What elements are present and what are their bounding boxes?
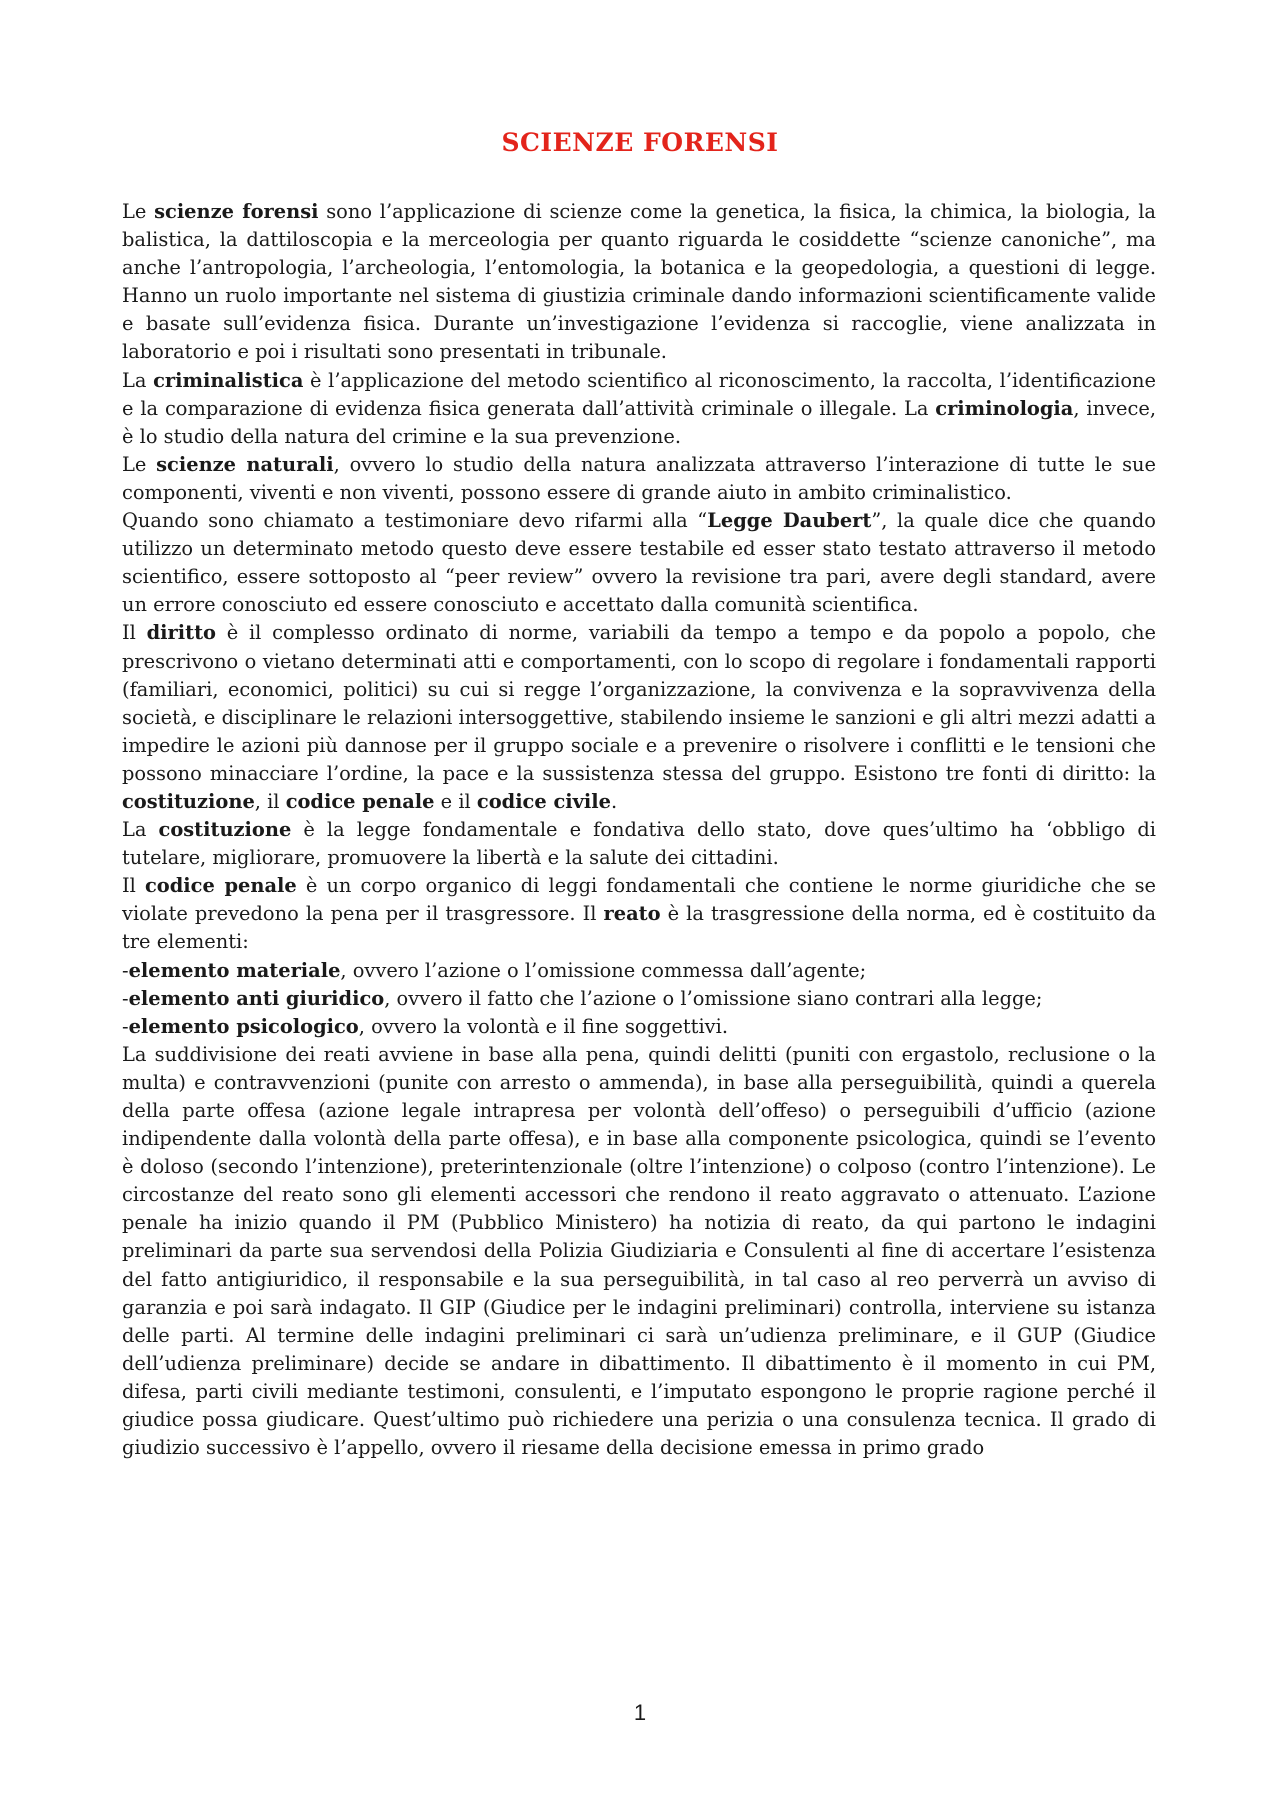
text-run: ”, la quale dice che quando utilizzo un determinato metodo questo deve essere testabile ed esser stato testato attraverso il metodo scientifico, essere sottoposto al “peer review” ovvero la revisione tra pari, avere degli standard, avere un errore conosciuto ed essere conosciuto e accettato dalla comunità scientifica. xyxy=(122,509,1156,617)
text-run: Le xyxy=(122,452,157,476)
paragraph xyxy=(122,872,1156,956)
bold-term: criminalistica xyxy=(153,368,304,392)
document-body xyxy=(122,198,1156,1462)
paragraph xyxy=(122,451,1156,507)
bold-term: reato xyxy=(603,902,661,926)
text-run: La xyxy=(122,368,154,392)
bold-term: costituzione xyxy=(158,818,292,842)
text-run: e il xyxy=(434,789,477,813)
text-run: - xyxy=(122,1014,129,1038)
text-run: Quando sono chiamato a testimoniare devo rifarmi alla “ xyxy=(122,509,708,533)
text-run: . xyxy=(610,789,618,813)
text-run: La suddivisione dei reati avviene in base alla pena, quindi delitti (puniti con ergastolo, reclusione o la multa) e contravvenzioni (punite con arresto o ammenda), in base alla perseguibilità, quindi a querela della parte offesa (azione legale intrapresa per volontà dell’offeso) o perseguibili d’ufficio (azione indipendente dalla volontà della parte offesa), e in base alla componente psicologica, quindi se l’evento è doloso (secondo l’intenzione), preterintenzionale (oltre l’intenzione) o colposo (contro l’intenzione). Le circostanze del reato sono gli elementi accessori che rendono il reato aggravato o attenuato. L’azione penale ha inizio quando il PM (Pubblico Ministero) ha notizia di reato, da qui partono le indagini preliminari da parte sua servendosi della Polizia Giudiziaria e Consulenti al fine di accertare l’esistenza del fatto antigiuridico, il responsabile e la sua perseguibilità, in tal caso al reo perverrà un avviso di garanzia e poi sarà indagato. Il GIP (Giudice per le indagini preliminari) controlla, interviene su istanza delle parti. Al termine delle indagini preliminari ci sarà un’udienza preliminare, e il GUP (Giudice dell’udienza preliminare) decide se andare in dibattimento. Il dibattimento è il momento in cui PM, difesa, parti civili mediante testimoni, consulenti, e l’imputato espongono le proprie ragione perché il giudice possa giudicare. Quest’ultimo può richiedere una perizia o una consulenza tecnica. Il grado di giudizio successivo è l’appello, ovvero il riesame della decisione emessa in primo grado xyxy=(122,1042,1156,1460)
bold-term: elemento psicologico xyxy=(128,1014,359,1038)
bold-term: elemento materiale xyxy=(128,958,341,982)
paragraph xyxy=(122,1013,1156,1041)
paragraph xyxy=(122,816,1156,872)
bold-term: scienze naturali xyxy=(156,452,334,476)
text-run: , ovvero il fatto che l’azione o l’omissione siano contrari alla legge; xyxy=(384,986,1043,1010)
paragraph xyxy=(122,198,1156,367)
text-run: è la trasgressione della norma, ed è costituito da tre elementi: xyxy=(122,902,1157,954)
bold-term: criminologia xyxy=(935,396,1074,420)
paragraph xyxy=(122,985,1156,1013)
text-run: è l’applicazione del metodo scientifico al riconoscimento, la raccolta, l’identificazione e la comparazione di evidenza fisica generata dall’attività criminale o illegale. La xyxy=(122,368,1156,420)
paragraph xyxy=(122,367,1156,451)
page-number: 1 xyxy=(633,1700,647,1725)
bold-term: codice civile xyxy=(476,789,611,813)
bold-term: costituzione xyxy=(122,789,255,813)
text-run: Le xyxy=(122,200,155,223)
text-run: , ovvero l’azione o l’omissione commessa dall’agente; xyxy=(340,958,867,982)
text-run: Il xyxy=(122,874,145,898)
text-run: è il complesso ordinato di norme, variabili da tempo a tempo e da popolo a popolo, che prescrivono o vietano determinati atti e comportamenti, con lo scopo di regolare i fondamentali rapporti (familiari, economici, politici) su cui si regge l’organizzazione, la convivenza e la sopravvivenza della società, e disciplinare le relazioni intersoggettive, stabilendo insieme le sanzioni e gli altri mezzi adatti a impedire le azioni più dannose per il gruppo sociale e a prevenire o risolvere i conflitti e le tensioni che possono minacciare l’ordine, la pace e la sussistenza stessa del gruppo. Esistono tre fonti di diritto: la xyxy=(122,621,1156,785)
bold-term: codice penale xyxy=(285,789,435,813)
paragraph xyxy=(122,1041,1156,1462)
text-run: , il xyxy=(254,789,286,813)
bold-term: elemento anti giuridico xyxy=(128,986,385,1010)
text-run: sono l’applicazione di scienze come la genetica, la fisica, la chimica, la biologia, la balistica, la dattiloscopia e la merceologia per quanto riguarda le cosiddette “scienze canoniche”, ma anche l’antropologia, l’archeologia, l’entomologia, la botanica e la geopedologia, a questioni di legge. Hanno un ruolo importante nel sistema di giustizia criminale dando informazioni scientificamente valide e basate sull’evidenza fisica. Durante un’investigazione l’evidenza si raccoglie, viene analizzata in laboratorio e poi i risultati sono presentati in tribunale. xyxy=(122,200,1156,364)
text-run: , invece, è lo studio della natura del crimine e la sua prevenzione. xyxy=(122,396,1156,448)
bold-term: Legge Daubert xyxy=(707,509,872,533)
paragraph xyxy=(122,507,1156,619)
text-run: - xyxy=(122,958,129,982)
paragraph xyxy=(122,619,1156,816)
text-run: - xyxy=(122,986,129,1010)
page-title: SCIENZE FORENSI xyxy=(501,128,779,157)
bold-term: scienze forensi xyxy=(154,200,319,223)
paragraph xyxy=(122,957,1156,985)
bold-term: diritto xyxy=(146,621,216,645)
text-run: Il xyxy=(122,621,147,645)
text-run: , ovvero la volontà e il fine soggettivi. xyxy=(358,1014,728,1038)
text-run: è la legge fondamentale e fondativa dello stato, dove ques’ultimo ha ‘obbligo di tutelare, migliorare, promuovere la libertà e la salute dei cittadini. xyxy=(122,818,1156,870)
text-run: La xyxy=(122,818,159,842)
text-run: è un corpo organico di leggi fondamentali che contiene le norme giuridiche che se violate prevedono la pena per il trasgressore. Il xyxy=(122,874,1156,926)
text-run: , ovvero lo studio della natura analizzata attraverso l’interazione di tutte le sue componenti, viventi e non viventi, possono essere di grande aiuto in ambito criminalistico. xyxy=(122,452,1157,504)
bold-term: codice penale xyxy=(144,874,297,898)
